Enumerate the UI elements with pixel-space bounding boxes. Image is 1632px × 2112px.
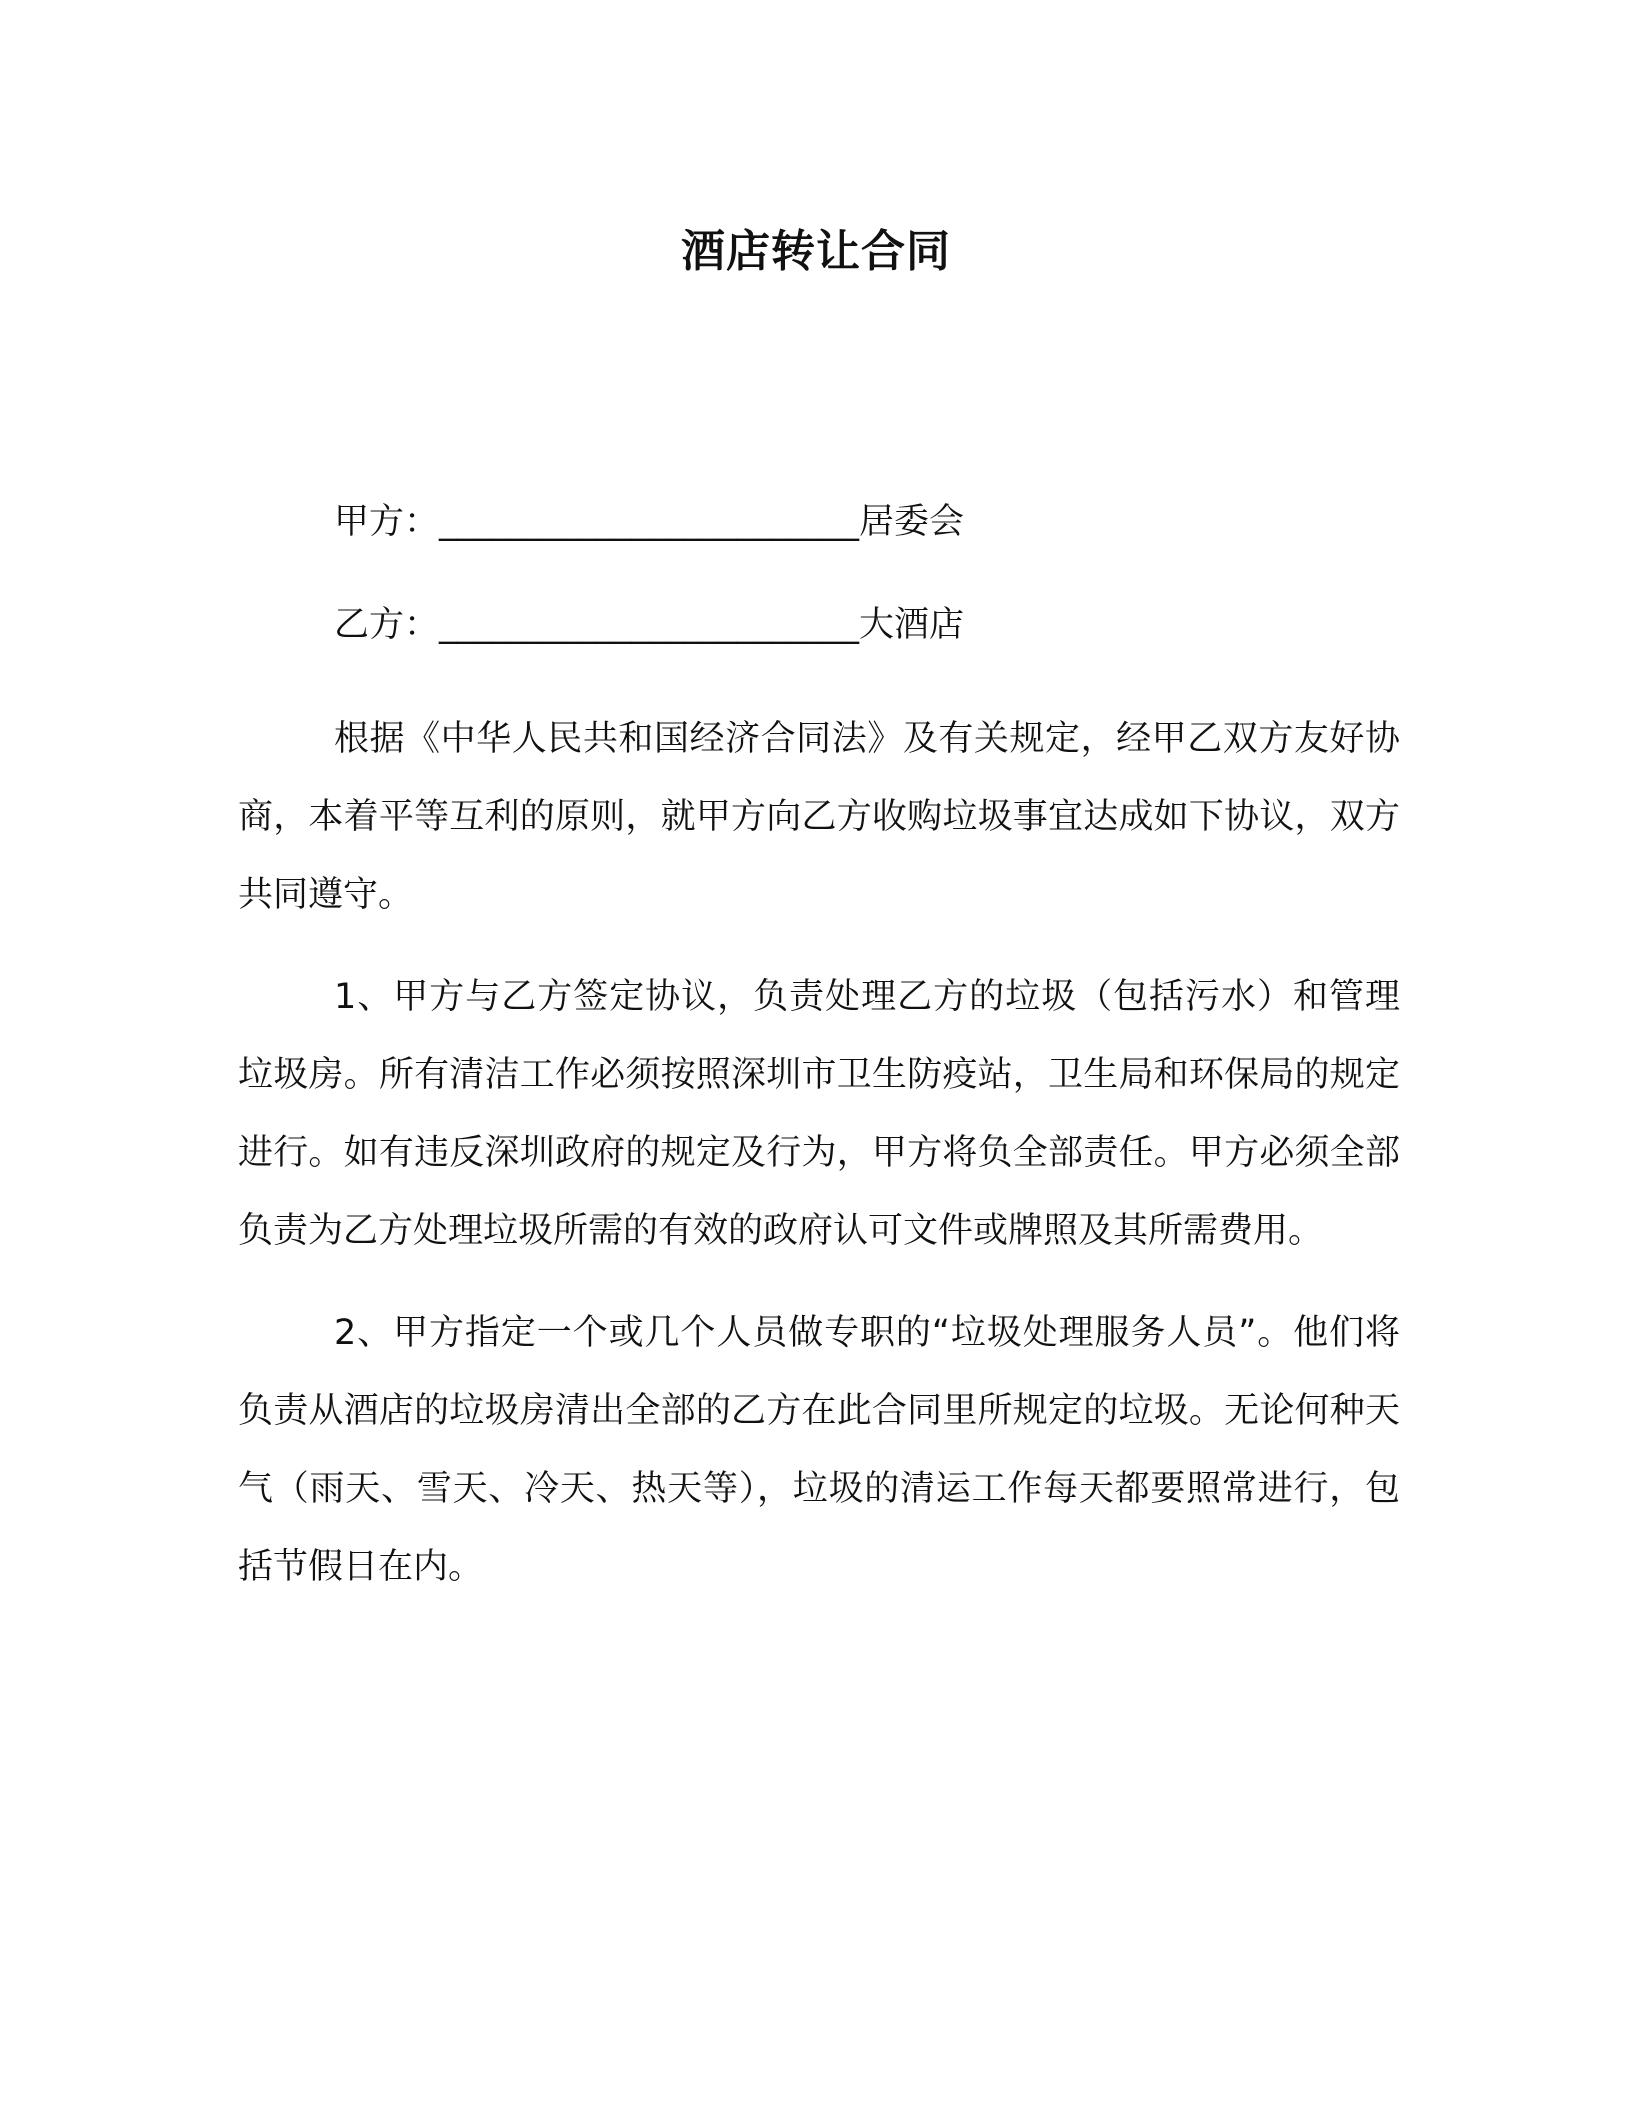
document-title: 酒店转让合同 <box>681 226 951 277</box>
paragraph-preamble: 根据《中华人民共和国经济合同法》及有关规定，经甲乙双方友好协商，本着平等互利的原则，就甲方向乙方收购垃圾事宜达成如下协议，双方共同遵守。 <box>238 719 1400 915</box>
party-b-line: 乙方：________________________大酒店 <box>334 605 965 645</box>
contract-body <box>238 700 1400 1630</box>
paragraph-clause-2: 2、甲方指定一个或几个人员做专职的“垃圾处理服务人员”。他们将负责从酒店的垃圾房清出全部的乙方在此合同里所规定的垃圾。无论何种天气（雨天、雪天、冷天、热天等），垃圾的清运工作每天都要照常进行，包括节假日在内。 <box>238 1313 1400 1587</box>
paragraph-clause-1: 1、甲方与乙方签定协议，负责处理乙方的垃圾（包括污水）和管理垃圾房。所有清洁工作必须按照深圳市卫生防疫站，卫生局和环保局的规定进行。如有违反深圳政府的规定及行为，甲方将负全部责任。甲方必须全部负责为乙方处理垃圾所需的有效的政府认可文件或牌照及其所需费用。 <box>238 977 1400 1251</box>
party-a-line: 甲方：________________________居委会 <box>334 502 965 542</box>
